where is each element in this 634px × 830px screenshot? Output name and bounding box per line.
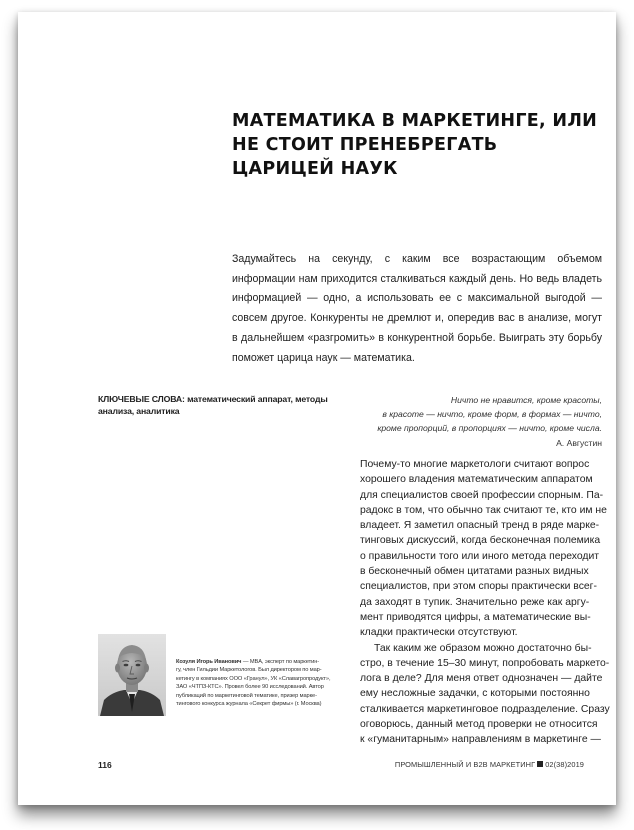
- journal-footer: [395, 760, 584, 769]
- body-line: ему несложные задачки, с которыми постоянно: [360, 688, 590, 700]
- body-line: радокс в том, что обычно так считают те, кто им не: [360, 504, 607, 516]
- bio-line: кетингу в компаниях ООО «Гранул», УК «Славагропродукт»,: [176, 675, 331, 682]
- body-line: кладки практически отсутствуют.: [360, 627, 518, 639]
- journal-name: ПРОМЫШЛЕННЫЙ И B2B МАРКЕТИНГ: [394, 760, 536, 769]
- bio-line: — MBA, эксперт по маркетин-: [241, 659, 320, 665]
- author-name: Козуля Игорь Иванович: [176, 659, 242, 665]
- bio-line: ЗАО «ЧТПЗ-КТС». Провел более 90 исследований. Автор: [176, 684, 324, 691]
- author-photo: [98, 634, 166, 716]
- body-line: для специалистов своей профессии спорным. Па-: [360, 489, 604, 501]
- body-line: Так каким же образом можно достаточно бы-: [374, 642, 592, 654]
- body-line: в бесконечный обмен цитатами разных видных: [360, 566, 589, 578]
- page-number: 116: [98, 760, 112, 770]
- article-title: МАТЕМАТИКА В МАРКЕТИНГЕ, ИЛИ НЕ СТОИТ ПРЕНЕБРЕГАТЬ ЦАРИЦЕЙ НАУК: [232, 111, 598, 179]
- body-line: стро, в течение 15–30 минут, попробовать маркето-: [360, 657, 610, 669]
- bio-first-line: [176, 658, 344, 666]
- body-line: оговорюсь, данный метод проверки не относится: [360, 719, 598, 731]
- epigraph-line: кроме пропорций, в пропорциях — ничто, кроме числа.: [377, 423, 602, 434]
- body-line: к «гуманитарным» направлениям в маркетинге —: [360, 734, 601, 746]
- keywords-list: математический аппарат, методы анализа, аналитика: [98, 394, 328, 416]
- epigraph-line: в красоте — ничто, кроме форм, в формах — ничто,: [382, 409, 602, 420]
- bio-line: тингового конкурса журнала «Секрет фирмы» (г. Москва): [176, 701, 322, 708]
- body-line: тинговых дискуссий, когда бесконечная полемика: [360, 535, 601, 547]
- author-bio: [176, 658, 344, 708]
- journal-issue: 02(38)2019: [545, 760, 584, 769]
- epigraph-line: Ничто не нравится, кроме красоты,: [450, 395, 602, 405]
- epigraph-author: А. Августин: [556, 437, 602, 448]
- body-line: специалистов, при этом споры практически всег-: [360, 581, 597, 593]
- article-body: [360, 457, 610, 748]
- epigraph: [346, 393, 602, 450]
- keywords-label: КЛЮЧЕВЫЕ СЛОВА:: [98, 394, 185, 404]
- square-separator-icon: [537, 761, 543, 767]
- magazine-page: [18, 12, 616, 805]
- body-line: лога в деле? Для меня ответ однозначен — дайте: [360, 673, 603, 685]
- article-lead: Задумайтесь на секунду, с каким все возрастающим объемом информации нам приходится сталкиваться каждый день. Но ведь владеть информацией — одно, а использовать ее с максимальной выгодой — совсем другое. Конкуренты не дремлют и, опередив вас в анализе, могут в дальнейшем «разгромить» в конкурентной борьбе. Выиграть эту борьбу поможет царица наук — математика.: [232, 253, 602, 364]
- keywords-block: [98, 393, 360, 417]
- body-line: Почему-то многие маркетологи считают вопрос: [360, 459, 590, 470]
- body-line: о правильности того или иного метода переходит: [360, 550, 600, 562]
- bio-line: гу, член Гильдии Маркетологов. Был директором по мар-: [176, 667, 322, 674]
- body-line: да заходят в тупик. Значительно реже как аргу-: [360, 596, 590, 608]
- body-line: владеет. Я заметил опасный тренд в ряде марке-: [360, 520, 600, 532]
- body-line: сталкивается маркетинговое подразделение. Сразу: [360, 703, 610, 715]
- bio-line: публикаций по маркетинговой тематике, призер марке-: [176, 692, 317, 699]
- body-line: мент приводятся цифры, а математические вы-: [360, 611, 591, 623]
- body-line: хорошего владения математическим аппаратом: [360, 474, 593, 486]
